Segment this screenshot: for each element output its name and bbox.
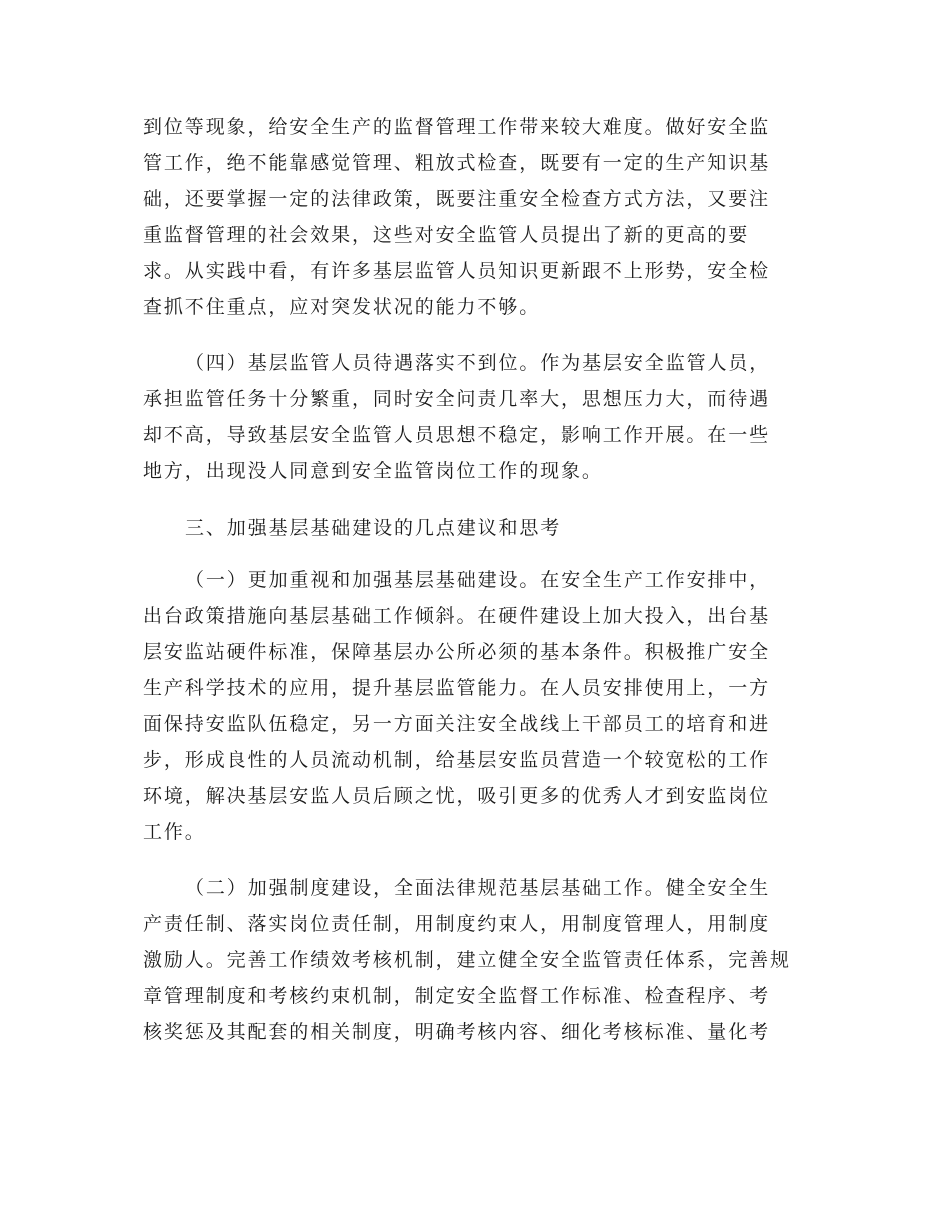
text-line: 查抓不住重点，应对突发状况的能力不够。 [143,296,541,318]
section-heading-text: 三、加强基层基础建设的几点建议和思考 [185,517,562,539]
text-line: 求。从实践中看，有许多基层监管人员知识更新跟不上形势，安全检 [143,260,771,282]
text-line: 激励人。完善工作绩效考核机制，建立健全安全监管责任体系，完善规 [143,949,791,971]
text-line: （二）加强制度建设，全面法律规范基层基础工作。健全安全生 [185,877,771,899]
text-line: 却不高，导致基层安全监管人员思想不稳定，影响工作开展。在一些 [143,424,771,446]
text-line: 环境，解决基层安监人员后顾之忧，吸引更多的优秀人才到安监岗位 [143,785,771,807]
text-line: 到位等现象，给安全生产的监督管理工作带来较大难度。做好安全监 [143,116,771,138]
text-line: 地方，出现没人同意到安全监管岗位工作的现象。 [143,460,603,482]
text-line: 重监督管理的社会效果，这些对安全监管人员提出了新的更高的要 [143,224,750,246]
text-line: （一）更加重视和加强基层基础建设。在安全生产工作安排中， [185,569,771,591]
text-line: （四）基层监管人员待遇落实不到位。作为基层安全监管人员， [185,352,771,374]
paragraph-staff-treatment [143,345,815,489]
text-line: 础，还要掌握一定的法律政策，既要注重安全检查方式方法，又要注 [143,188,771,210]
text-line: 面保持安监队伍稳定，另一方面关注安全战线上干部员工的培育和进 [143,713,771,735]
text-line: 层安监站硬件标准，保障基层办公所必须的基本条件。积极推广安全 [143,641,771,663]
paragraph-regulatory-difficulty [143,109,815,325]
text-line: 承担监管任务十分繁重，同时安全问责几率大，思想压力大，而待遇 [143,388,771,410]
text-line: 章管理制度和考核约束机制，制定安全监督工作标准、检查程序、考 [143,985,771,1007]
text-line: 管工作，绝不能靠感觉管理、粗放式检查，既要有一定的生产知识基 [143,152,771,174]
text-line: 生产科学技术的应用，提升基层监管能力。在人员安排使用上，一方 [143,677,771,699]
text-line: 工作。 [143,821,206,843]
text-line: 出台政策措施向基层基础工作倾斜。在硬件建设上加大投入，出台基 [143,605,771,627]
paragraph-system-building [143,870,815,1050]
text-line: 产责任制、落实岗位责任制，用制度约束人，用制度管理人，用制度 [143,913,771,935]
paragraph-strengthen-foundation [143,562,815,850]
text-line: 步，形成良性的人员流动机制，给基层安监员营造一个较宽松的工作 [143,749,771,771]
section-heading [143,510,815,546]
text-line: 核奖惩及其配套的相关制度，明确考核内容、细化考核标准、量化考 [143,1021,771,1043]
